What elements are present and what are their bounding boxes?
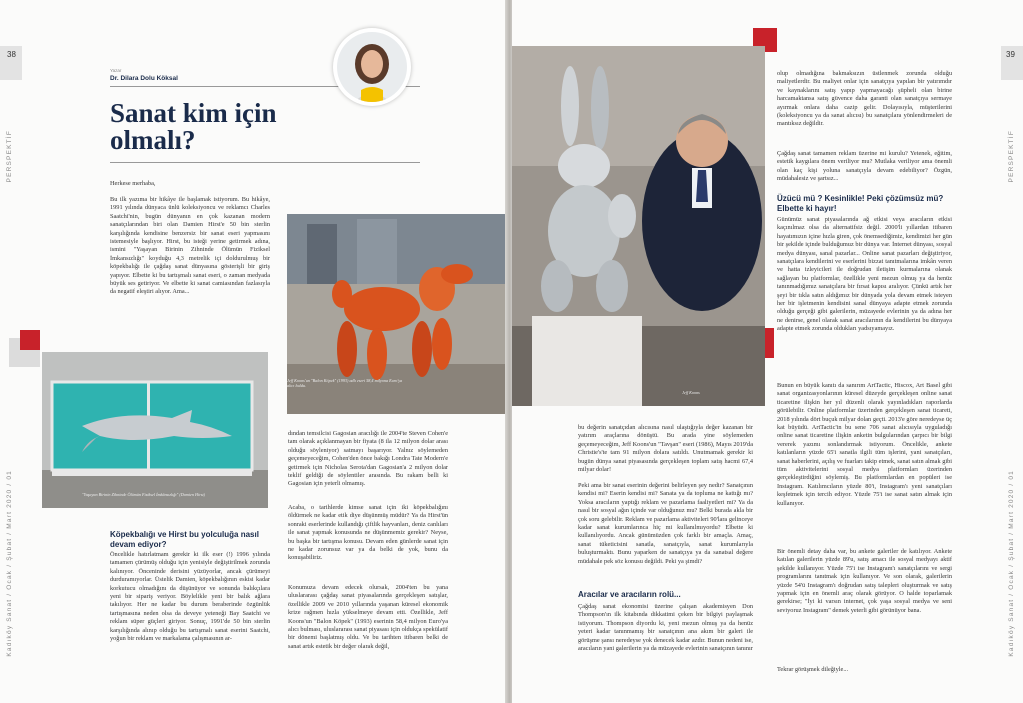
col2-paragraph2: Acaba, o tarihlerde kimse sanat için iki köpekbalığını öldürmek ne kadar etik diye düşünmüş müdür? Ya da Hirst'ün sonraki eserlerinde kullandığı çiftlik hayvanları, deniz canlıları ile sanat yapmak konusunda ne düşünmemiz gerekir? Neyse, bu başka bir tartışma konusu. Devam eden günlerde sanat için ne kadar zorunsuz var ya da belki de yok, bunu da konuşabiliriz. xyxy=(288,504,448,562)
author-portrait xyxy=(333,28,411,106)
right-page xyxy=(512,0,1023,703)
decor-red-square xyxy=(20,330,40,350)
section-label-vertical-right: PERSPEKTİF xyxy=(1008,130,1015,183)
r-col1-paragraph1: bu değerin sanatçıdan alıcısına nasıl ulaştığıyla değer kazanan bir yatırım araçlarına dönüştü. Bu arada yine söylemeden geçemeyeceğim, Jeff Koons'un "Tavşan" eseri (1986), Mayıs 2019'da Christie's'te tam 91 milyon dolara satıldı. Unutmamak gerekir ki bugün dünya sanat piyasasında gerçekleşen toplam satış hacmi 67,4 milyar dolar! xyxy=(578,424,753,474)
left-page xyxy=(0,0,507,703)
shark-image-caption: "Yaşayan Birinin Zihninde Ölümün Fiziksel İmkânsızlığı" (Damien Hirst) xyxy=(82,492,206,497)
r-col2-paragraph2: Çağdaş sanat tamamen reklam üzerine mi kurulu? Yetenek, eğitim, estetik kaygılara önem veriliyor mu? Mutlaka veriliyor ama önemli olan kaç kişi yoluna sanatçıyla devam edebiliyor? Özgün, müdahalesiz ve şartsız... xyxy=(777,150,952,183)
page-number-right: 39 xyxy=(1006,50,1015,59)
r-col2-paragraph4: Bunun en büyük kanıtı da sanırım ArtTactic, Hiscox, Art Basel gibi sanat organizasyonlarının küresel düzeyde gerçekleşen online sanat ticaretine ilişkin her yıl düzenli olarak yayınladıkları raporlarda görülebilir. Online platformlar üzerinden gerçekleşen sanat ticareti, 2018 yılında dört buçuk milyar dolan geçti. 2013'e göre neredeyse üç kat büyüdü. ArtTactic'in bu sene 706 sanat alıcısıyla uyguladığı online sanat ticaretine ilişkin anketin bulgularından çarpıcı bir bilgi vererek yazımı sonlandırmak istiyorum. Öncelikle, ankete katılanların yüzde 65'i sanatla ilgili tüm işlerini, yani sanatçıları, sanat haberlerini, açılış ve fuarları takip etmek, sanat satın almak gibi tüm aktivitelerini sosyal medya platformları üzerinden gerçekleştirdiğini söylemiş. Bu platformlardan en popüleri ise Instagram. Katılımcıların yüzde 80'i, Instagram'ı yeni sanatçıları keşfetmek için tercih ediyor. Yüzde 75'i ise sanat satın almak için kullanıyor. xyxy=(777,382,952,507)
article-title-line2: olmalı? xyxy=(110,125,196,155)
balloon-dog-image xyxy=(287,214,507,414)
r-col2-paragraph3: Günümüz sanat piyasalarında ağ etkisi veya aracıların etkisi kaçınılmaz olsa da alternatifsiz değil. 2000'li yıllardan itibaren hayatımızın içine hızla giren, çok önemsediğimiz, kendimizi her gün bir şekilde içinde bulduğumuz bir dünya var. İnternet dünyası, sosyal medya dünyası, sanal pazarlar... Online sanat pazarları değiştiriyor, sanatçılara kendilerini ve eserlerini bizzat tanıtmalarına imkân veren ve hatta izleyicileri ile doğrudan iletişim kurmalarına olanak sağlayan bu platformlar, özellikle yeni mezun olmuş ya da henüz tanınmadığımız sanatçılara bir fırsat kapısı aralıyor. Çünkü artık her şeyi bir tıkla satın aldığımız bir dünyada yola devam etmek isteyen her bir işletmenin kendisini sanal dünyaya adapte etmek zorunda olduğu gerçeği gibi galerilerin, müzayede evlerinin ya da adına her ne denirse, genel olarak sanat aracılarının da kendilerini bu dünyaya adapte etmek zorunda oldukları yadsıyamayız. xyxy=(777,216,952,333)
col2-paragraph3: Konumuza devam edecek olursak, 2004'ten bu yana uluslararası çağdaş sanat piyasalarında gerçekleşen satışlar, özellikle 2009 ve 2010 yıllarında yaşanan küresel ekonomik krize rağmen hızla yükselmeye devam etti. Özellikle, Jeff Koons'un "Balon Köpek" (1993) eserinin 58,4 milyon Euro'ya alıcı bulması, uluslararası sanat piyasası için oldukça spekülatif bir dönemi başlatmış oldu. Ve bu tarihten itibaren belki de sanat artık estetik bir değer olarak değil, xyxy=(288,584,448,650)
section-heading-2: Üzücü mü ? Kesinlikle! Peki çözümsüz mü? Elbette ki hayır! xyxy=(777,194,944,213)
author-portrait-icon xyxy=(333,28,411,106)
col1-paragraph2: Öncelikle hatırlatmam gerekir ki ilk eser (!) 1996 yılında tamamen çürümüş olduğu için yenisiyle değiştirilmek zorunda kalınıyor. Önceninde derisini yüzüyorlar, ancak çürümeyi durduramıyorlar. Üstelik Damien, köpekbalığının eskisi kadar korkutucu olmadığını da düşünüyor ve sonunda balıkçılara yeni bir sipariş veriyor. Böylelikle yeni bir balık ağlara takılıyor. Her ne kadar bu durum beraberinde özgünlük tartışmasına neden olsa da deveye yeteneği Bay Saatchi ve reklam süper güçleri giriyor. Sonuç, 1991'de 50 bin sterlin karşılığında alınıp olduğu bu tartışmalı sanat eserini Saatchi, yoğun bir reklam ve markalama çalışmasının ar- xyxy=(110,551,270,643)
article-title-line1: Sanat kim için xyxy=(110,98,277,128)
shark-tank-icon xyxy=(42,352,268,508)
closing-line: Tekrar görüşmek dileğiyle... xyxy=(777,666,849,673)
section-heading-1: Köpekbalığı ve Hirst bu yolculuğa nasıl devam ediyor? xyxy=(110,530,259,549)
title-rule-bottom xyxy=(110,162,420,163)
magazine-label-vertical: Kadıköy Sanat / Ocak / Şubat / Mart 2020 / 01 xyxy=(6,470,13,657)
r-col1-paragraph3: Çağdaş sanat ekonomisi üzerine çalışan akademisyen Don Thompson'ın ilk kitabında dikkatimi çeken bir bilgiyi paylaşmak istiyorum. Thompson diyordu ki, yeni mezun olmuş ya da henüz yeteri kadar tanınmamış bir sanatçının ana akım bir galeri ile görüşme şansı neredeyse yok denecek kadar azdır. Bunun nedeni ise, aracıların yani galerilerin ya da müzayede evlerinin sanatçının tanınır xyxy=(578,603,753,653)
magazine-label-vertical-right: Kadıköy Sanat / Ocak / Şubat / Mart 2020 / 01 xyxy=(1008,470,1015,657)
author-name: Dr. Dilara Dolu Köksal xyxy=(110,75,178,82)
rabbit-sculpture-photo xyxy=(512,46,765,406)
r-col1-paragraph2: Peki ama bir sanat eserinin değerini belirleyen şey nedir? Sanatçının kendisi mi? Eserin kendisi mi? Sanata ya da topluma ne kattığı mı? Yoksa aracıların yaptığı reklam ve pazarlama faaliyetleri mi? Ya da nasıl bir sosyal ağın içinde var olduğunuz mu? Belki burada akla bir çok soru gelebilir. Reklam ve pazarlama aktiviteleri 90'lara gelinceye kadar sanat kurumlarınca hiç mi kullanılmıyordu? Elbette ki kullanılıyordu. Ancak günümüzden çok farklı bir amaçla. Amaç, sanat tüketicisini sanatla, sanatçıyla, sanat kurumlarıyla buluşturmaktı. Bunu yaparken de sanatçıya ya da sanatsal değere müdahale pek söz konusu değildi. Peki ya şimdi? xyxy=(578,482,753,565)
balloon-dog-caption: Jeff Koons'un "Balon Köpek" (1993) adlı eseri 58,4 milyona Euro'ya alıcı buldu. xyxy=(287,378,403,389)
rabbit-sculpture-icon xyxy=(512,46,765,406)
r-col2-paragraph5: Bir önemli detay daha var, bu ankete galeriler de katılıyor. Ankete katılan galerilerin yüzde 89'u, satış amacı ile sosyal medyayı aktif şekilde kullanıyor. Yüzde 75'i ise Instagram'ı sanatçılarını ve sergi programlarını tanıtmak için kullanıyor. Ve son olarak, galerilerin yüzde 54'ü Instagram'ı doğrudan satış talepleri oluşturmak ve satış yapmak için en önemli araç olarak görüyor. O halde toparlamak gerekirse; "İyi ki varsın internet, çok yaşa sosyal medya ve seni seviyoruz Instagram" demek yeterli gibi görünüyor bana. xyxy=(777,548,952,614)
section-label-vertical: PERSPEKTİF xyxy=(6,130,13,183)
greeting: Herkese merhaba, xyxy=(110,180,156,187)
photo-caption: Jeff Koons xyxy=(682,390,700,395)
section-heading-mid: Aracılar ve aracıların rolü... xyxy=(578,590,681,599)
shark-tank-image xyxy=(42,352,268,508)
author-label: Yazar xyxy=(110,68,122,73)
page-number-left: 38 xyxy=(7,50,16,59)
col2-paragraph1: dından temsilcisi Gagosian aracılığı ile 2004'te Steven Cohen'e tam olarak açıklanmayan bir fiyata (8 ila 12 milyon dolar arası olduğu söyleniyor) satmayı başarıyor. Yalnız söylemeden geçemeyeceğim, Cohen'den önce bakığı Londra Tate Modern'e getirmek için Nicholas Serota'dan Gagosian'a 2 milyon dolar teklif geldiği de söylentiler arasında. Bu rakam belli ki Gagosian için yeterli olmamış. xyxy=(288,430,448,488)
col1-paragraph1: Bu ilk yazıma bir hikâye ile başlamak istiyorum. Bu hikâye, 1991 yılında dünyaca ünlü koleksiyoncu ve reklamcı Charles Saatchi'nin, bugün dünyanın en çok kazanan modern sanatçılarından biri olan Damien Hirst'e 50 bin sterlin karşılığında kendisine benzersiz bir sanat eseri yapmasını istemesiyle başlıyor. Hirst, bu isteği yerine getirmek adına, ismini "Yaşayan Birinin Zihninde Ölümün Fiziksel İmkansızlığı" koyduğu 4,3 metrelik içi doldurulmuş bir köpekbalığı ile çağdaş sanat dünyasına gösterişli bir giriş yapıyor. Elbette ki bu tartışmalı sanat eseri, o zaman medyada büyük ses getiriyor. Ve elbette ki sanat camiasından fazlasıyla da negatif eleştiri alıyor. Ama... xyxy=(110,196,270,296)
r-col2-paragraph1: olup olmadığına bakmaksızın üstlenmek zorunda olduğu maliyetlerdir. Bu maliyet onlar için sanatçıya yapılan bir yatırımdır ve kaynaklarını satış yapıp yapmayacağı şüpheli olan birine harcamaktansa satış güvence daha garanti olan sanatçıya sermaye ayırmak onlara daha cazip gelir. Dolayısıyla, müşterilerini (koleksiyoncu ya da sanat alıcısı) bu sanatçılara yönlendirmeleri de mantıksız değildir. xyxy=(777,70,952,128)
article-title xyxy=(110,100,277,154)
